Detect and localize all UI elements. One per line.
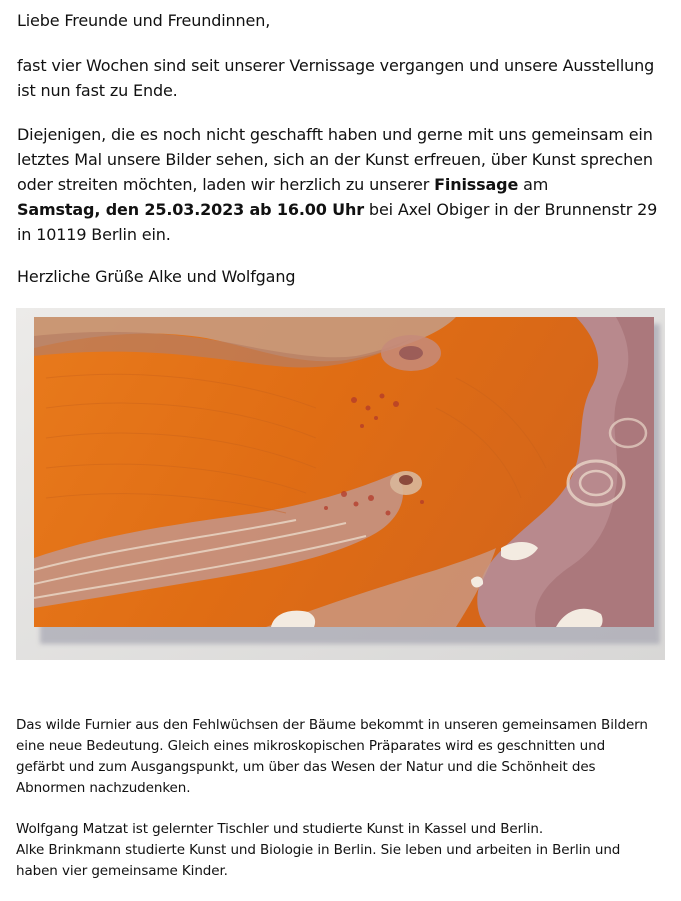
closing-signature: Herzliche Grüße Alke und Wolfgang <box>17 267 296 286</box>
bio-wolfgang: Wolfgang Matzat ist gelernter Tischler und studierte Kunst in Kassel und Berlin. <box>16 821 544 837</box>
artwork-description: Das wilde Furnier aus den Fehlwüchsen der Bäume bekommt in unseren gemeinsamen Bildern eine neue Bedeutung. Gleich eines mikroskopischen Präparates wird es geschnitten und gefärbt und zum Ausgangspunkt, um über das Wesen der Natur und die Schönheit des Abnormen nachzudenken. <box>16 717 648 796</box>
greeting: Liebe Freunde und Freundinnen, <box>17 11 271 30</box>
invitation-text: Diejenigen, die es noch nicht geschafft haben und gerne mit uns gemeinsam ein letztes Mal unsere Bilder sehen, sich an der Kunst erfreuen, über Kunst sprechen oder streiten möchten, laden wir herzlich zu unserer <box>17 125 653 194</box>
event-name: Finissage <box>434 175 519 194</box>
intro-paragraph: fast vier Wochen sind seit unserer Vernissage vergangen und unsere Ausstellung ist nun fast zu Ende. <box>17 56 655 100</box>
artwork-image <box>16 308 665 660</box>
bio-alke: Alke Brinkmann studierte Kunst und Biologie in Berlin. Sie leben und arbeiten in Berlin und haben vier gemeinsame Kinder. <box>16 842 621 879</box>
knot-top-core <box>399 346 423 360</box>
event-location: bei Axel Obiger in der Brunnenstr 29 in 10119 Berlin ein. <box>17 200 658 244</box>
knot-middle-core <box>399 475 413 485</box>
invitation-connector: am <box>518 175 549 194</box>
invitation-paragraph <box>17 122 667 247</box>
event-datetime: Samstag, den 25.03.2023 ab 16.00 Uhr <box>17 200 364 219</box>
artist-bio <box>16 819 656 882</box>
